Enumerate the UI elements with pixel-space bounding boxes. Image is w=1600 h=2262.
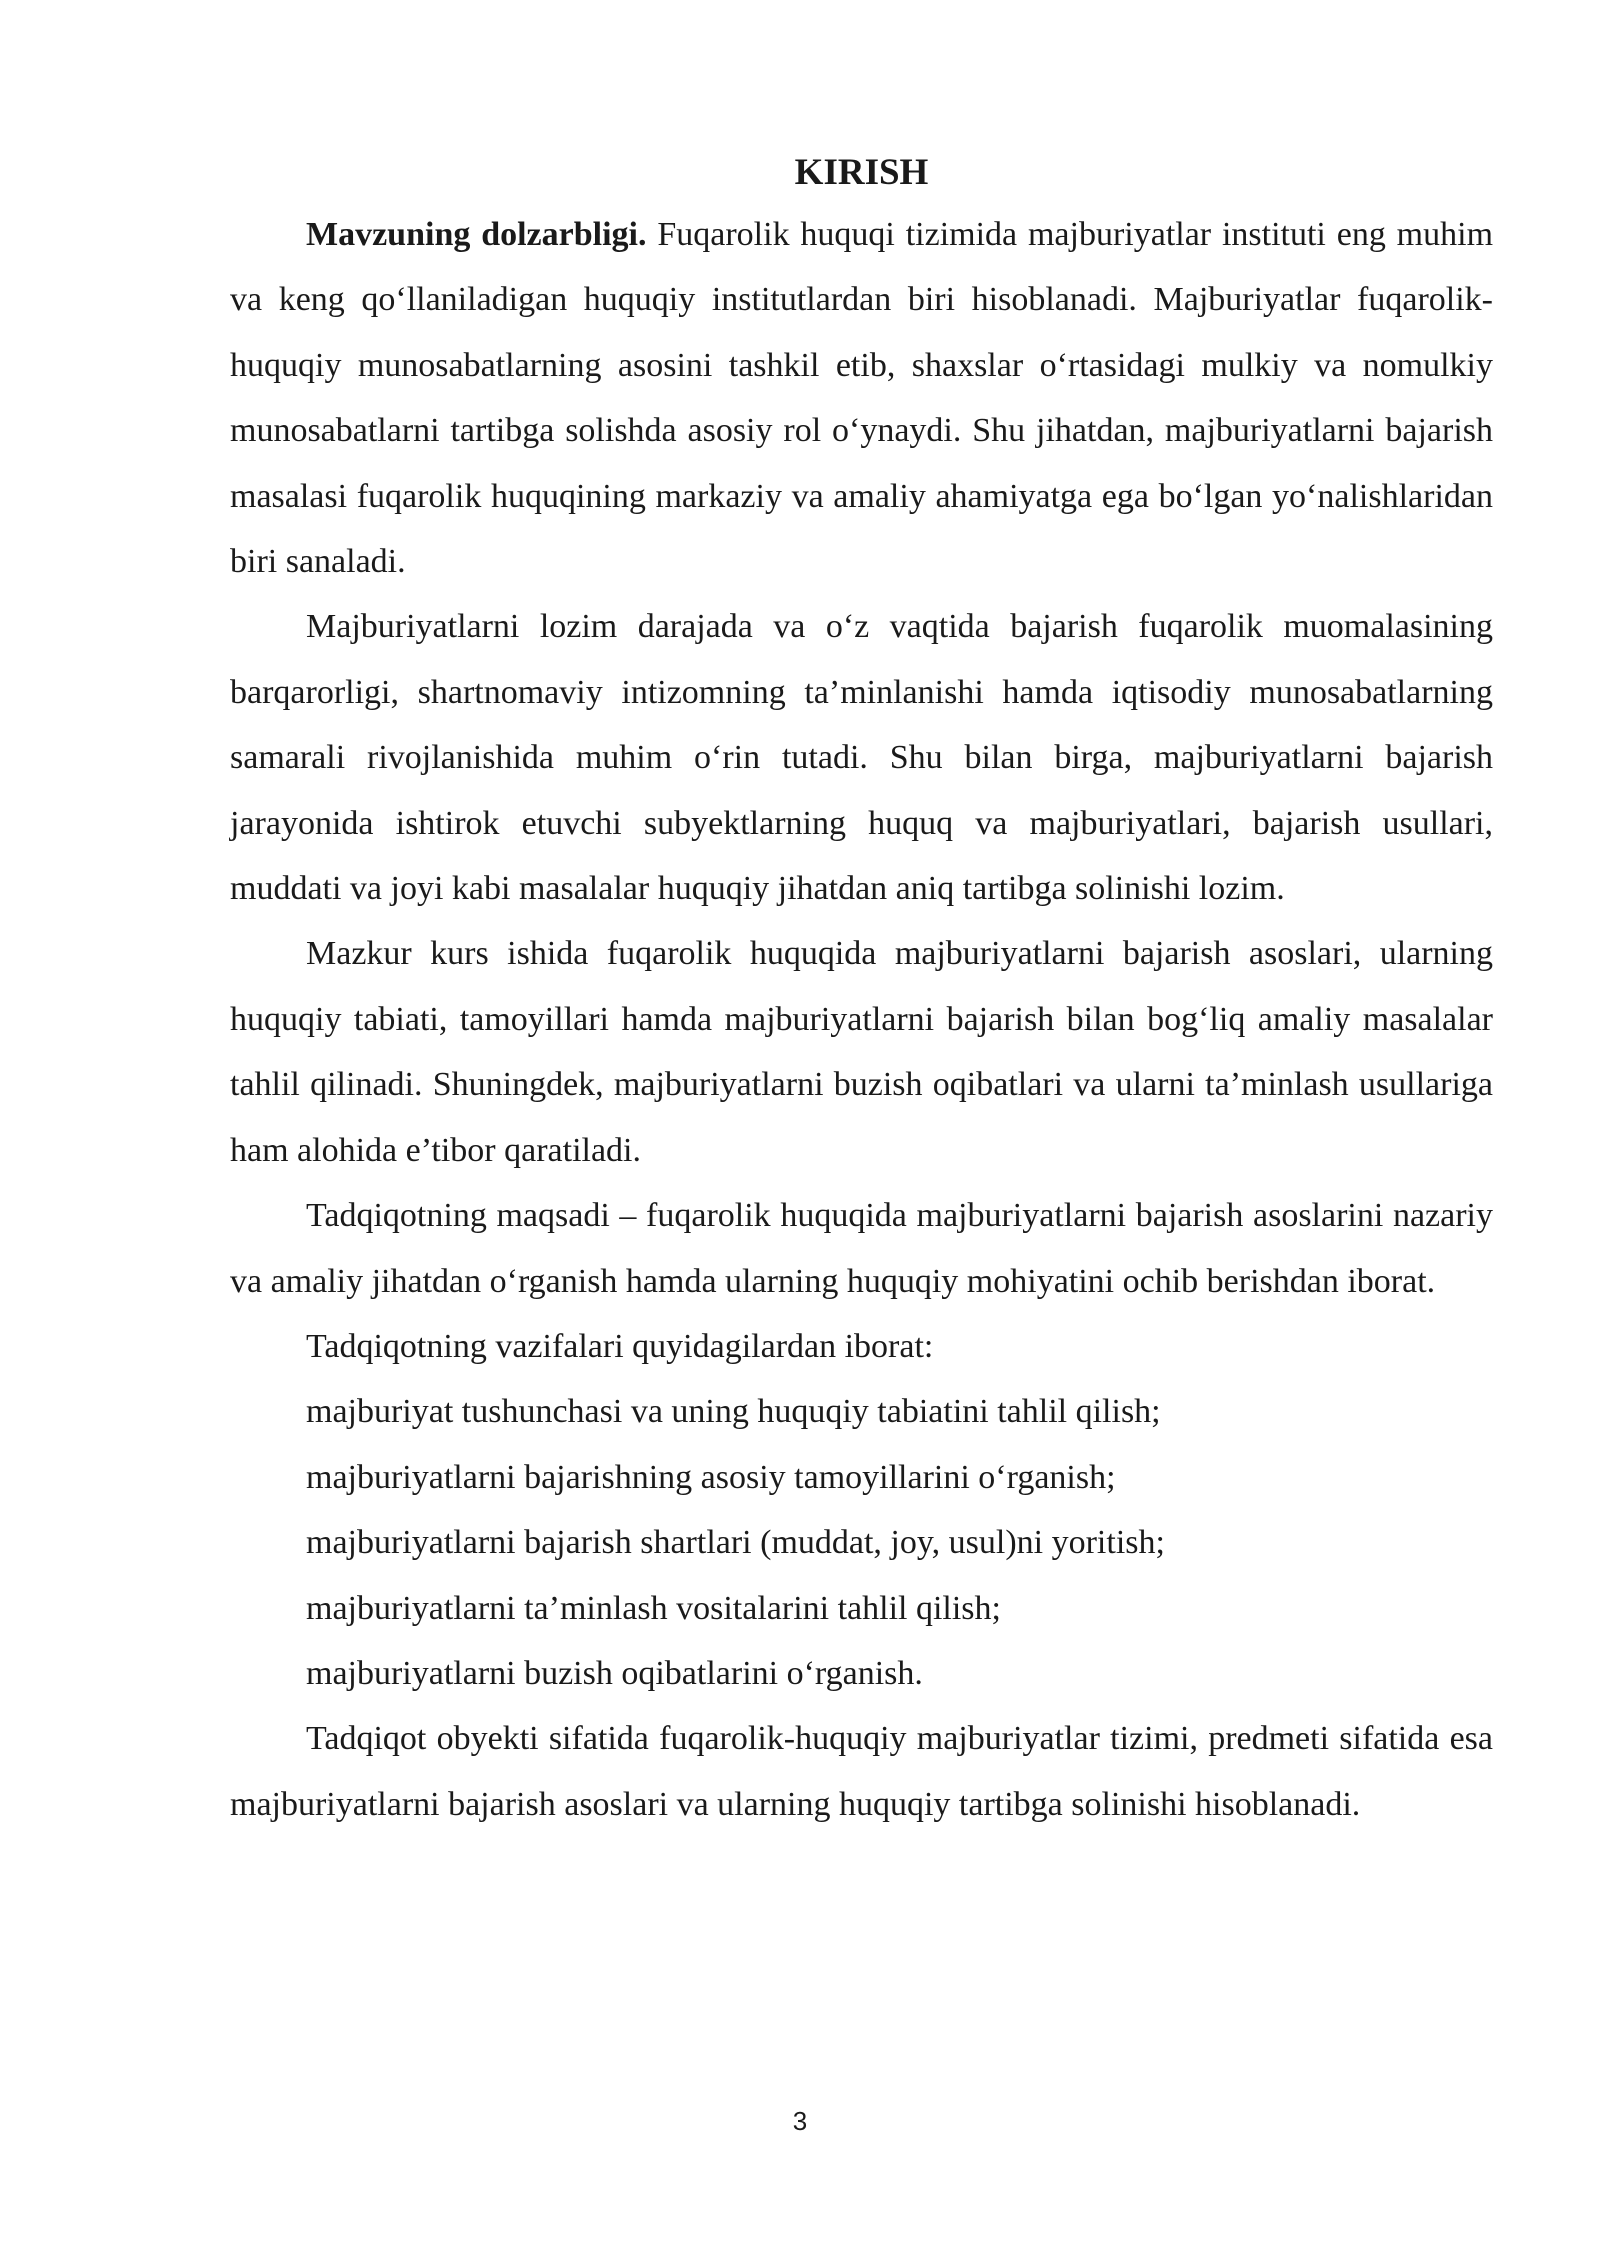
paragraph-object-subject: Tadqiqot obyekti sifatida fuqarolik-huquqiy majburiyatlar tizimi, predmeti sifatida esa majburiyatlarni bajarish asoslari va ularning huquqiy tartibga solinishi hisoblanadi. (230, 1720, 1493, 1823)
paragraph-relevance (230, 202, 1493, 594)
list-item: majburiyatlarni bajarishning asosiy tamoyillarini o‘rganish; (306, 1458, 1116, 1496)
page-content (230, 148, 1493, 1837)
tasks-intro: Tadqiqotning vazifalari quyidagilardan iborat: (306, 1327, 934, 1365)
paragraph-scope: Mazkur kurs ishida fuqarolik huquqida majburiyatlarni bajarish asoslari, ularning huquqiy tabiati, tamoyillari hamda majburiyatlarni bajarish bilan bog‘liq amaliy masalalar tahlil qilinadi. Shuningdek, majburiyatlarni buzish oqibatlari va ularni ta’minlash usullariga ham alohida e’tibor qaratiladi. (230, 935, 1493, 1169)
paragraph-relevance-text: Fuqarolik huquqi tizimida majburiyatlar instituti eng muhim va keng qo‘llaniladigan huquqiy institutlardan biri hisoblanadi. Majburiyatlar fuqarolik-huquqiy munosabatlarning asosini tashkil etib, shaxslar o‘rtasidagi mulkiy va nomulkiy munosabatlarni tartibga solishda asosiy rol o‘ynaydi. Shu jihatdan, majburiyatlarni bajarish masalasi fuqarolik huquqining markaziy va amaliy ahamiyatga ega bo‘lgan yo‘nalishlaridan biri sanaladi. (230, 216, 1494, 581)
list-item: majburiyatlarni ta’minlash vositalarini tahlil qilish; (306, 1589, 1001, 1627)
paragraph-goal: Tadqiqotning maqsadi – fuqarolik huquqida majburiyatlarni bajarish asoslarini nazariy va amaliy jihatdan o‘rganish hamda ularning huquqiy mohiyatini ochib berishdan iborat. (230, 1197, 1493, 1300)
section-heading: KIRISH (794, 152, 929, 193)
page-number: 3 (792, 2106, 808, 2136)
paragraph-importance: Majburiyatlarni lozim darajada va o‘z vaqtida bajarish fuqarolik muomalasining barqarorligi, shartnomaviy intizomning ta’minlanishi hamda iqtisodiy munosabatlarning samarali rivojlanishida muhim o‘rin tutadi. Shu bilan birga, majburiyatlarni bajarish jarayonida ishtirok etuvchi subyektlarning huquq va majburiyatlari, bajarish usullari, muddati va joyi kabi masalalar huquqiy jihatdan aniq tartibga solinishi lozim. (230, 608, 1493, 908)
tasks-list (230, 1379, 1493, 1706)
list-item: majburiyatlarni buzish oqibatlarini o‘rganish. (306, 1654, 923, 1692)
paragraph-lead: Mavzuning dolzarbligi. (306, 216, 647, 253)
list-item: majburiyatlarni bajarish shartlari (muddat, joy, usul)ni yoritish; (306, 1524, 1165, 1562)
list-item: majburiyat tushunchasi va uning huquqiy tabiatini tahlil qilish; (306, 1393, 1161, 1431)
